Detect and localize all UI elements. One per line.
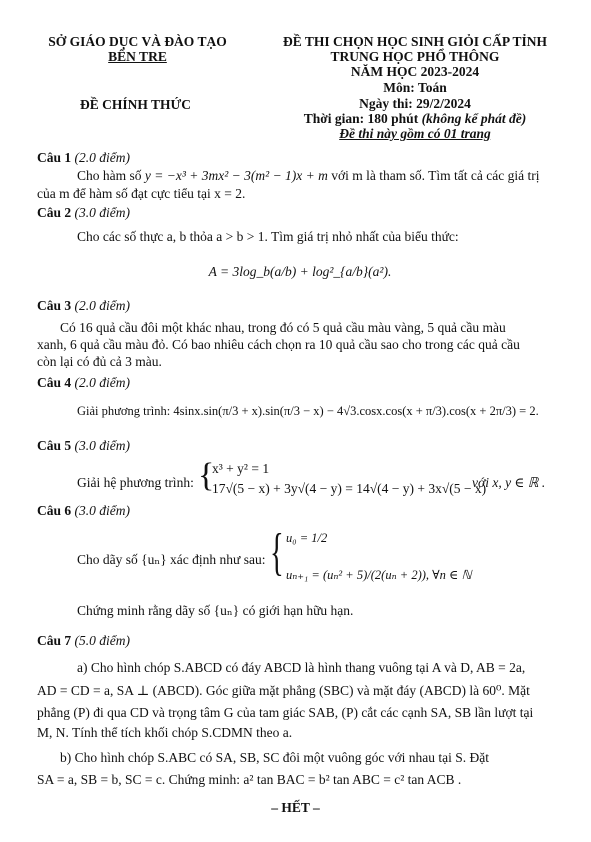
q6-recurrence: uₙ₊₁ = (uₙ² + 5)/(2(uₙ + 2)), ∀n ∈ ℕ xyxy=(286,568,472,582)
q6-heading xyxy=(37,502,130,520)
exam-subject: Môn: Toán xyxy=(383,80,447,95)
q2-formula: A = 3log_b(a/b) + log²_{a/b}(a²). xyxy=(208,264,392,279)
q6-prove: Chứng minh rằng dãy số {uₙ} có giới hạn hữu hạn. xyxy=(77,603,354,618)
q1-title: Câu 1 xyxy=(37,150,72,165)
duration-text: Thời gian: 180 phút xyxy=(303,111,422,126)
province-name: BẾN TRE xyxy=(108,49,167,64)
q6-points: (3.0 điểm) xyxy=(71,503,130,518)
q2-text: Cho các số thực a, b thỏa a > b > 1. Tìm giá trị nhỏ nhất của biểu thức: xyxy=(77,229,459,244)
exam-title: ĐỀ THI CHỌN HỌC SINH GIỎI CẤP TỈNH xyxy=(283,34,547,49)
q5-heading xyxy=(37,437,130,455)
q4-line xyxy=(77,403,539,421)
q3-title: Câu 3 xyxy=(37,298,72,313)
school-year: NĂM HỌC 2023-2024 xyxy=(350,64,480,79)
q6-u0: u₀ = 1/2 xyxy=(286,531,328,545)
q1-text-b: với m là tham số. Tìm tất cả các giá trị xyxy=(327,168,540,183)
q6-text: Cho dãy số {uₙ} xác định như sau: xyxy=(77,552,266,567)
q2-heading xyxy=(37,204,130,222)
q6-brace: { xyxy=(270,524,284,581)
q1-text-a: Cho hàm số xyxy=(77,168,145,183)
q4-text: Giải phương trình: xyxy=(77,404,174,418)
q1-points: (2.0 điểm) xyxy=(71,150,130,165)
q7-b-line2: SA = a, SB = b, SC = c. Chứng minh: a² tan BAC = b² tan ABC = c² tan ACB . xyxy=(37,772,462,787)
q5-title: Câu 5 xyxy=(37,438,72,453)
q4-heading xyxy=(37,374,130,392)
page-count-note: Đề thi này gồm có 01 trang xyxy=(339,126,491,141)
q7-points: (5.0 điểm) xyxy=(71,633,130,648)
q7-a-line3: phẳng (P) đi qua CD và trọng tâm G của tam giác SAB, (P) cắt các cạnh SA, SB lần lượt tại xyxy=(37,705,534,720)
q1-formula: y = −x³ + 3mx² − 3(m² − 1)x + m xyxy=(144,168,328,183)
q1-heading xyxy=(37,149,130,167)
q7-a-line2: AD = CD = a, SA ⊥ (ABCD). Góc giữa mặt phẳng (SBC) và mặt đáy (ABCD) là 60⁰. Mặt xyxy=(37,683,530,698)
q3-line2: xanh, 6 quả cầu màu đỏ. Có bao nhiêu cách chọn ra 10 quả cầu sao cho trong các quả cầu xyxy=(37,337,520,352)
q1-line1 xyxy=(77,167,539,185)
q2-title: Câu 2 xyxy=(37,205,72,220)
q7-title: Câu 7 xyxy=(37,633,72,648)
q4-title: Câu 4 xyxy=(37,375,72,390)
exam-duration xyxy=(255,111,575,127)
q7-a-line1: a) Cho hình chóp S.ABCD có đáy ABCD là hình thang vuông tại A và D, AB = 2a, xyxy=(77,660,526,675)
q4-points: (2.0 điểm) xyxy=(71,375,130,390)
q5-brace: { xyxy=(198,457,215,494)
exam-level: TRUNG HỌC PHỔ THÔNG xyxy=(330,49,500,64)
q7-b-line1: b) Cho hình chóp S.ABC có SA, SB, SC đôi một vuông góc với nhau tại S. Đặt xyxy=(60,750,490,765)
q3-line3: còn lại có đủ cả 3 màu. xyxy=(37,354,162,369)
q3-points: (2.0 điểm) xyxy=(71,298,130,313)
official-label: ĐỀ CHÍNH THỨC xyxy=(80,97,192,112)
department-name: SỞ GIÁO DỤC VÀ ĐÀO TẠO xyxy=(48,34,227,49)
q2-points: (3.0 điểm) xyxy=(71,205,130,220)
q5-points: (3.0 điểm) xyxy=(71,438,130,453)
q3-heading xyxy=(37,297,130,315)
q4-formula: 4sinx.sin(π/3 + x).sin(π/3 − x) − 4√3.cosx.cos(x + π/3).cos(x + 2π/3) = 2. xyxy=(173,404,539,418)
q5-eq1: x³ + y² = 1 xyxy=(212,461,270,476)
q5-text: Giải hệ phương trình: xyxy=(77,475,194,490)
end-marker: – HẾT – xyxy=(271,800,320,815)
q3-line1: Có 16 quả cầu đôi một khác nhau, trong đó có 5 quả cầu màu vàng, 5 quả cầu màu xyxy=(60,320,506,335)
q7-a-line4: M, N. Tính thể tích khối chóp S.CDMN theo a. xyxy=(37,725,293,740)
q5-eq2: 17√(5 − x) + 3y√(4 − y) = 14√(4 − y) + 3x√(5 − x) xyxy=(212,481,487,496)
q5-condition: với x, y ∈ ℝ . xyxy=(472,475,546,490)
q7-heading xyxy=(37,632,130,650)
exam-date: Ngày thi: 29/2/2024 xyxy=(359,96,471,111)
q1-line2: của m để hàm số đạt cực tiểu tại x = 2. xyxy=(37,186,246,201)
q6-title: Câu 6 xyxy=(37,503,72,518)
duration-note: (không kể phát đề) xyxy=(421,111,527,126)
